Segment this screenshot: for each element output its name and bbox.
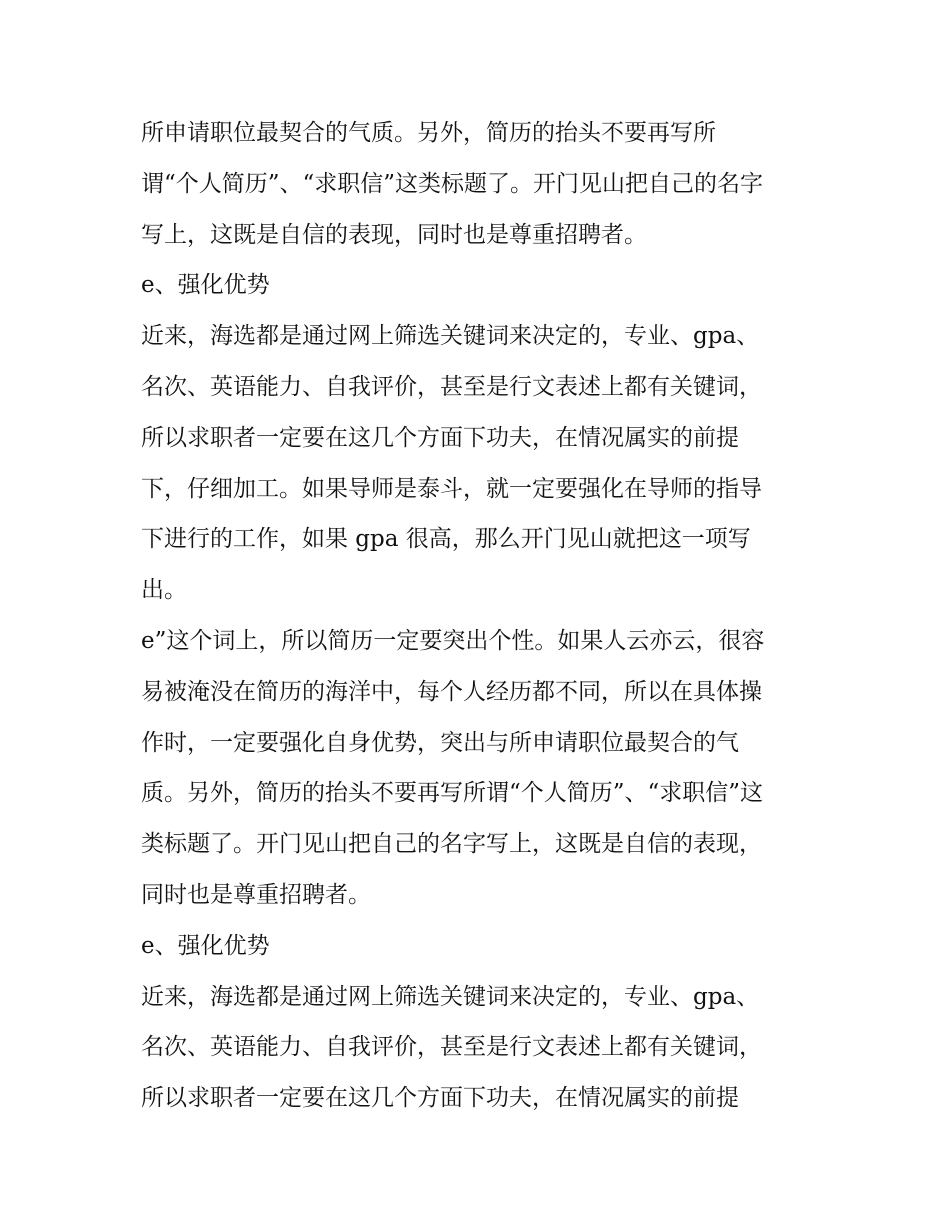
text-line: 质。另外，简历的抬头不要再写所谓“个人简历”、“求职信”这 xyxy=(141,780,764,807)
section-heading: e、强化优势 xyxy=(141,932,270,959)
text-line: 易被淹没在简历的海洋中，每个人经历都不同，所以在具体操 xyxy=(141,678,762,705)
text-line: e”这个词上，所以简历一定要突出个性。如果人云亦云，很容 xyxy=(141,627,765,654)
text-line: 近来，海选都是通过网上筛选关键词来决定的，专业、gpa、 xyxy=(141,323,760,350)
document-body xyxy=(141,108,821,1124)
text-line: 所以求职者一定要在这几个方面下功夫，在情况属实的前提 xyxy=(141,1085,739,1112)
text-line: 作时，一定要强化自身优势，突出与所申请职位最契合的气 xyxy=(141,729,739,756)
text-line: 出。 xyxy=(141,577,187,604)
text-line: 类标题了。开门见山把自己的名字写上，这既是自信的表现， xyxy=(141,831,762,858)
text-line: 下进行的工作，如果 gpa 很高，那么开门见山就把这一项写 xyxy=(141,526,751,553)
text-line: 所申请职位最契合的气质。另外，简历的抬头不要再写所 xyxy=(141,120,716,146)
text-line: 谓“个人简历”、“求职信”这类标题了。开门见山把自己的名字 xyxy=(141,170,764,197)
text-line: 名次、英语能力、自我评价，甚至是行文表述上都有关键词， xyxy=(141,1034,762,1061)
text-line: 所以求职者一定要在这几个方面下功夫，在情况属实的前提 xyxy=(141,424,739,451)
text-line: 写上，这既是自信的表现，同时也是尊重招聘者。 xyxy=(141,221,647,248)
section-heading: e、强化优势 xyxy=(141,272,270,299)
text-line: 名次、英语能力、自我评价，甚至是行文表述上都有关键词， xyxy=(141,373,762,400)
text-line: 下，仔细加工。如果导师是泰斗，就一定要强化在导师的指导 xyxy=(141,475,762,502)
text-line: 同时也是尊重招聘者。 xyxy=(141,881,371,908)
text-line: 近来，海选都是通过网上筛选关键词来决定的，专业、gpa、 xyxy=(141,983,760,1010)
